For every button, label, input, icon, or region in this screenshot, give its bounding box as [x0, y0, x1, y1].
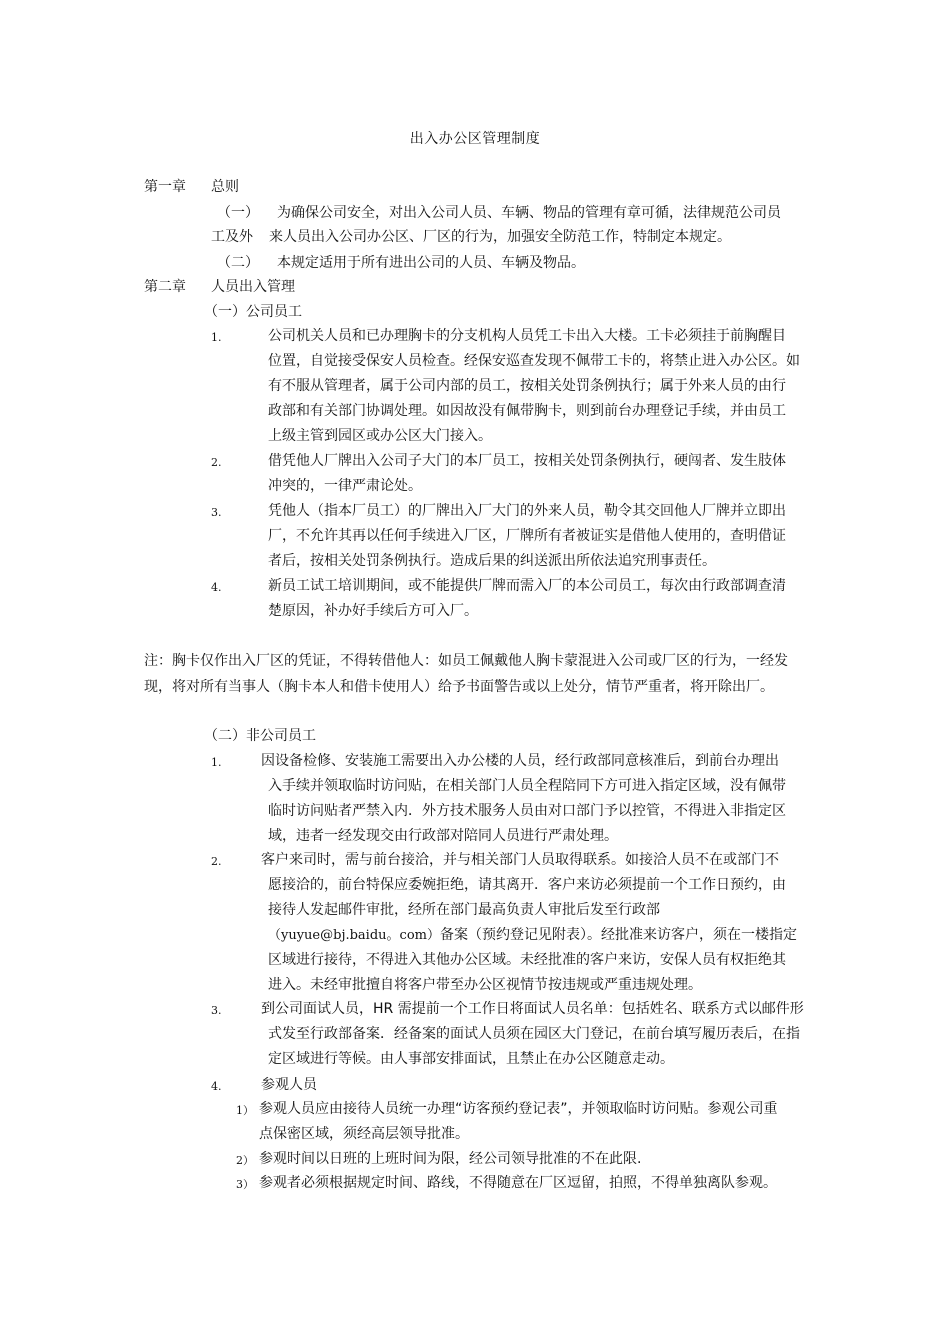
s1-item-2-number: 2.: [211, 456, 222, 469]
chapter-1-label: 第一章: [144, 179, 186, 195]
chapter-2-title: 人员出入管理: [211, 279, 295, 295]
subitem-1-line: 参观人员应由接待人员统一办理“访客预约登记表”，并领取临时访问贴。参观公司重: [259, 1101, 778, 1117]
s2-item-4-number: 4.: [211, 1080, 222, 1093]
visit-email-tail: 备案（预约登记见附表）。经批准来访客户，须在一楼指定: [439, 927, 797, 943]
s2-item-1-line: 临时访问贴者严禁入内．外方技术服务人员由对口部门予以控管，不得进入非指定区: [268, 803, 786, 819]
s2-item-1-line: 因设备检修、安装施工需要出入办公楼的人员，经行政部同意核准后，到前台办理出: [261, 753, 779, 769]
s2-item-2-line: 愿接洽的，前台特保应委婉拒绝，请其离开．客户来访必须提前一个工作日预约，由: [268, 877, 786, 893]
subitem-2-number: 2）: [236, 1154, 254, 1167]
s1-item-2-line: 冲突的，一律严肃论处。: [268, 478, 422, 494]
s1-item-1-line: 公司机关人员和已办理胸卡的分支机构人员凭工卡出入大楼。工卡必须挂于前胸醒目: [268, 328, 786, 344]
clause-1-cont-text: 来人员出入公司办公区、厂区的行为，加强安全防范工作，特制定本规定。: [269, 229, 731, 245]
note-line: 现，将对所有当事人（胸卡本人和借卡使用人）给予书面警告或以上处分，情节严重者，将开除出厂。: [144, 679, 774, 695]
s1-item-4-line: 楚原因，补办好手续后方可入厂。: [268, 603, 478, 619]
note-line: 注：胸卡仅作出入厂区的凭证，不得转借他人：如员工佩戴他人胸卡蒙混进入公司或厂区的行为，一经发: [144, 653, 788, 669]
s1-item-1-line: 上级主管到园区或办公区大门接入。: [268, 428, 492, 444]
clause-1-text: 为确保公司安全，对出入公司人员、车辆、物品的管理有章可循，法律规范公司员: [277, 205, 781, 221]
s2-item-2-line: 进入。未经审批擅自将客户带至办公区视情节按违规或严重违规处理。: [268, 977, 702, 993]
s2-item-3-line: 到公司面试人员，HR 需提前一个工作日将面试人员名单：包括姓名、联系方式以邮件形: [261, 1001, 804, 1017]
subitem-1-line: 点保密区域，须经高层领导批准。: [259, 1126, 469, 1142]
s2-item-1-line: 域，违者一经发现交由行政部对陪同人员进行严肃处理。: [268, 828, 618, 844]
s1-item-2-line: 借凭他人厂牌出入公司子大门的本厂员工，按相关处罚条例执行，硬闯者、发生肢体: [268, 453, 786, 469]
s2-item-2-line: 客户来司时，需与前台接洽，并与相关部门人员取得联系。如接洽人员不在或部门不: [261, 852, 779, 868]
s1-item-3-number: 3.: [211, 506, 222, 519]
s1-item-4-number: 4.: [211, 581, 222, 594]
s1-item-1-line: 位置，自觉接受保安人员检查。经保安巡查发现不佩带工卡的，将禁止进入办公区。如: [268, 353, 800, 369]
s2-item-1-line: 入手续并领取临时访问贴，在相关部门人员全程陪同下方可进入指定区域，没有佩带: [268, 778, 786, 794]
section-2-heading: （二）非公司员工: [204, 728, 316, 744]
s1-item-1-line: 有不服从管理者，属于公司内部的员工，按相关处罚条例执行；属于外来人员的由行: [268, 378, 786, 394]
s2-item-3-line: 定区域进行等候。由人事部安排面试，且禁止在办公区随意走动。: [268, 1051, 674, 1067]
s2-item-3-number: 3.: [211, 1004, 222, 1017]
visit-email: （yuyue@bj.baidu。com）: [268, 928, 440, 943]
s1-item-1-number: 1.: [211, 331, 222, 344]
s1-item-1-line: 政部和有关部门协调处理。如因故没有佩带胸卡，则到前台办理登记手续，并由员工: [268, 403, 786, 419]
clause-2-text: 本规定适用于所有进出公司的人员、车辆及物品。: [277, 255, 585, 271]
document-title: 出入办公区管理制度: [409, 131, 541, 147]
chapter-1-title: 总则: [211, 179, 239, 195]
s1-item-4-line: 新员工试工培训期间，或不能提供厂牌而需入厂的本公司员工，每次由行政部调查清: [268, 578, 786, 594]
section-1-heading: （一）公司员工: [204, 304, 302, 320]
subitem-3-line: 参观者必须根据规定时间、路线，不得随意在厂区逗留，拍照，不得单独离队参观。: [259, 1175, 777, 1191]
s2-item-4-title: 参观人员: [261, 1077, 317, 1093]
clause-1-cont-prefix: 工及外: [211, 229, 253, 245]
s1-item-3-line: 者后，按相关处罚条例执行。造成后果的纠送派出所依法追究刑事责任。: [268, 553, 716, 569]
s2-item-1-number: 1.: [211, 756, 222, 769]
s2-item-2-line: 接待人发起邮件审批，经所在部门最高负责人审批后发至行政部: [268, 902, 660, 918]
subitem-2-line: 参观时间以日班的上班时间为限，经公司领导批准的不在此限.: [259, 1151, 642, 1167]
s2-item-3-line: 式发至行政部备案．经备案的面试人员须在园区大门登记，在前台填写履历表后，在指: [268, 1026, 800, 1042]
s1-item-3-line: 厂，不允许其再以任何手续进入厂区，厂牌所有者被证实是借他人使用的，查明借证: [268, 528, 786, 544]
s1-item-3-line: 凭他人（指本厂员工）的厂牌出入厂大门的外来人员，勒令其交回他人厂牌并立即出: [268, 503, 786, 519]
subitem-1-number: 1）: [236, 1104, 254, 1117]
clause-2-marker: （二）: [217, 255, 259, 271]
s2-item-2-email-line: [268, 925, 797, 946]
clause-1-marker: （一）: [217, 205, 259, 221]
s2-item-2-line: 区域进行接待，不得进入其他办公区域。未经批准的客户来访，安保人员有权拒绝其: [268, 952, 786, 968]
subitem-3-number: 3）: [236, 1178, 254, 1191]
s2-item-2-number: 2.: [211, 855, 222, 868]
chapter-2-label: 第二章: [144, 279, 186, 295]
